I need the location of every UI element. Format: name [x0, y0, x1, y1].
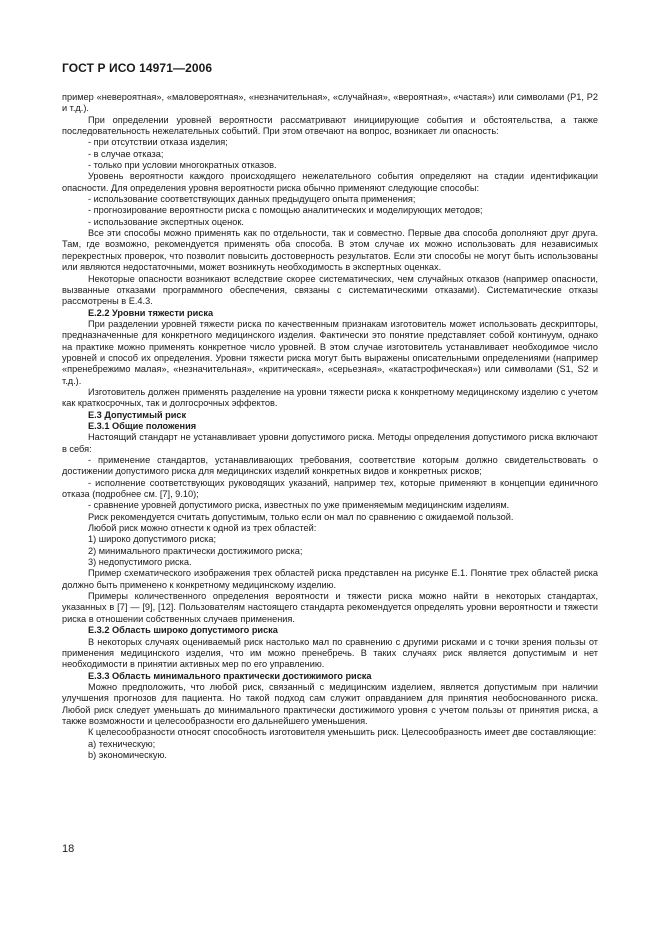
paragraph: Любой риск можно отнести к одной из трех областей: [88, 523, 317, 534]
list-item: 1) широко допустимого риска; [88, 534, 217, 545]
list-item: - использование соответствующих данных предыдущего опыта применения; [88, 194, 416, 205]
list-item: b) экономическую. [88, 749, 167, 760]
document-header: ГОСТ Р ИСО 14971—2006 [62, 61, 213, 75]
paragraph: пример «невероятная», «маловероятная», «незначительная», «случайная», «вероятная», «частая») или символами (Р1, Р2 и т.д.). [62, 92, 598, 114]
paragraph: Изготовитель должен применять разделение на уровни тяжести риска к конкретному медицинскому изделию с учетом как краткосрочных, так и долгосрочных эффектов. [62, 386, 598, 409]
paragraph: Все эти способы можно применять как по отдельности, так и совместно. Первые два способа дополняют друг друга. Там, где возможно, рекомендуется применять оба способа. В этом случае их можно использовать для независимых перекрестных проверок, что позволит повысить достоверность результатов. Если эти способы не могут быть использованы или являются недостаточными, может возникнуть необходимость в экспертных оценках. [62, 228, 598, 273]
document-body [62, 92, 598, 761]
paragraph: Пример схематического изображения трех областей риска представлен на рисунке Е.1. Понятие трех областей риска должно быть применено к конкретному медицинскому изделию. [62, 568, 598, 590]
section-heading: Е.2.2 Уровни тяжести риска [88, 307, 214, 318]
paragraph: Настоящий стандарт не устанавливает уровни допустимого риска. Методы определения допустимого риска включают в себя: [62, 432, 598, 454]
paragraph: Уровень вероятности каждого происходящего нежелательного события определяют на стадии идентификации опасности. Для определения уровня вероятности риска обычно применяют следующие способы: [62, 171, 598, 193]
paragraph: - исполнение соответствующих руководящих указаний, например тех, которые применяют в концепции единичного отказа (подробнее см. [7], 9.10); [62, 477, 598, 500]
list-item: - только при условии многократных отказов. [88, 160, 277, 171]
list-item: 3) недопустимого риска. [88, 557, 192, 568]
paragraph: При разделении уровней тяжести риска по качественным признакам изготовитель может использовать дескрипторы, предназначенные для конкретного медицинского изделия. Фактически это понятие представляет собой континуум, однако на практике можно применять конкретное число уровней. В этом случае изготовитель устанавливает необходимое число уровней и способ их определения. Уровни тяжести риска могут быть выражены описательными определениями (например «пренебрежимо малая», «незначительная», «критическая», «серьезная», «катастрофическая») или символами (S1, S2 и т.д.). [62, 318, 598, 386]
paragraph: Можно предположить, что любой риск, связанный с медицинским изделием, является допустимым при наличии улучшения прогнозов для пациента. Но такой подход сам служит оправданием для принятия необоснованного риска. Любой риск следует уменьшать до минимального практически достижимого уровня с учетом пользы от принятия риска, а также возможности и целесообразности его дальнейшего уменьшения. [62, 681, 598, 726]
list-item: - в случае отказа; [88, 148, 164, 159]
list-item: - прогнозирование вероятности риска с помощью аналитических и моделирующих методов; [88, 205, 483, 216]
paragraph: - применение стандартов, устанавливающих требования, соответствие которым должно свидетельствовать о достижении допустимого риска для медицинских изделий конкретных видов и конкретных рисков; [62, 455, 598, 477]
paragraph: К целесообразности относят способность изготовителя уменьшить риск. Целесообразность имеет две составляющие: [88, 727, 597, 738]
paragraph: В некоторых случаях оцениваемый риск настолько мал по сравнению с другими рисками и с точки зрения пользы от применения медицинского изделия, что им можно пренебречь. В таких случаях риск является допустимым и нет необходимости в принятии активных мер по его управлению. [62, 636, 598, 670]
paragraph: Примеры количественного определения вероятности и тяжести риска можно найти в некоторых стандартах, указанных в [7] — [9], [12]. Пользователям настоящего стандарта рекомендуется определять уровни вероятности и тяжести риска в отношении собственных случаев применения. [62, 591, 598, 624]
section-heading: Е.3.3 Область минимального практически достижимого риска [88, 670, 372, 681]
paragraph: Некоторые опасности возникают вследствие скорее систематических, чем случайных отказов (например опасности, вызванные отказами программного обеспечения, связаны с систематическими отказами). Систематические отказы рассмотрены в Е.4.3. [62, 273, 598, 307]
list-item: а) техническую; [88, 738, 156, 749]
paragraph: При определении уровней вероятности рассматривают инициирующие события и обстоятельства, а также последовательность нежелательных событий. При этом отвечают на вопрос, возникает ли опасность: [62, 114, 598, 137]
paragraph: Риск рекомендуется считать допустимым, только если он мал по сравнению с ожидаемой пользой. [88, 511, 514, 522]
list-item: 2) минимального практически достижимого риска; [88, 545, 303, 556]
section-heading: Е.3 Допустимый риск [88, 409, 187, 420]
page-number: 18 [62, 843, 75, 855]
list-item: - сравнение уровней допустимого риска, известных по уже применяемым медицинским изделиям. [88, 500, 510, 511]
list-item: - использование экспертных оценок. [88, 216, 244, 227]
section-heading: Е.3.2 Область широко допустимого риска [88, 625, 278, 636]
section-heading: Е.3.1 Общие положения [88, 420, 197, 431]
list-item: - при отсутствии отказа изделия; [88, 137, 228, 148]
